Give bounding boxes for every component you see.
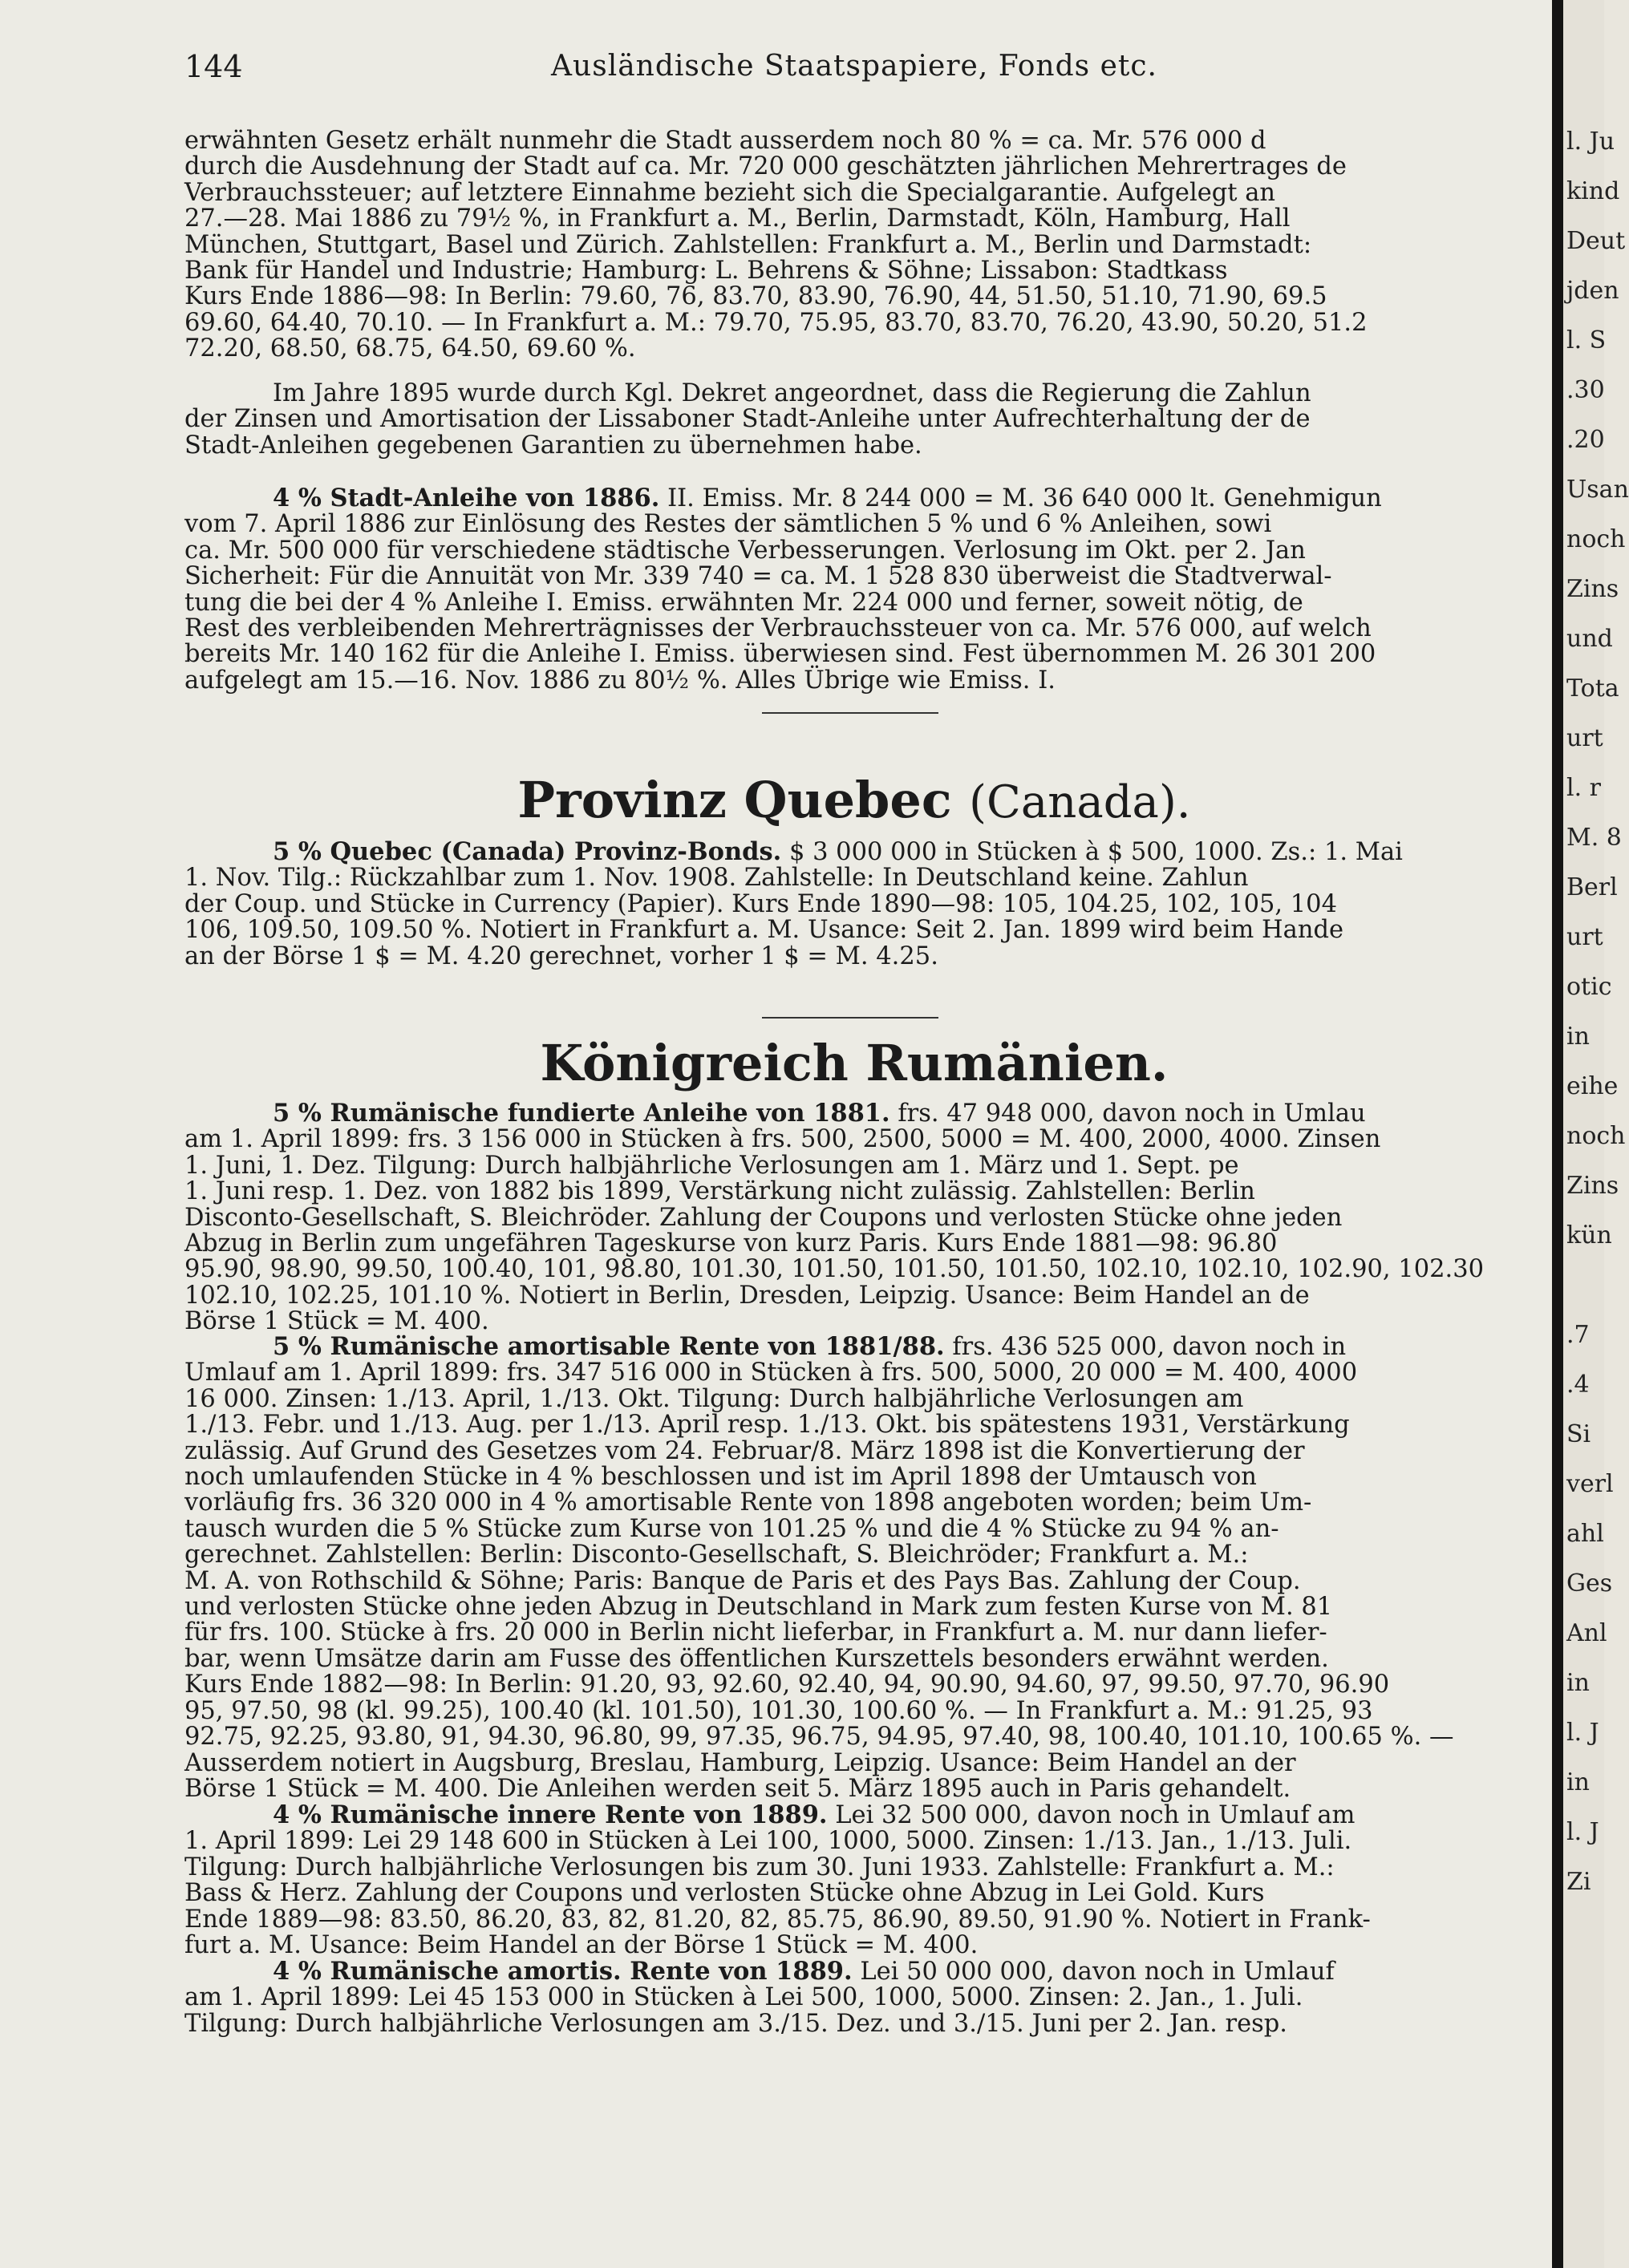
adjacent-page-fragment: .30: [1566, 376, 1605, 404]
line-text: 1. Nov. Tilg.: Rückzahlbar zum 1. Nov. 1908. Zahlstelle: In Deutschland keine. Zahlun: [184, 864, 1249, 893]
text-line: [184, 865, 1524, 891]
text-line: [184, 206, 1524, 232]
text-line: [184, 1620, 1524, 1646]
text-line: [184, 310, 1524, 336]
text-line: [184, 590, 1524, 616]
text-line: [184, 1412, 1524, 1438]
entry-heading: 4 % Rumänische innere Rente von 1889.: [273, 1800, 828, 1829]
line-text: Sicherheit: Für die Annuität von Mr. 339 740 = ca. M. 1 528 830 überweist die Stadtverwal-: [184, 562, 1332, 591]
text-line: [184, 538, 1524, 564]
adjacent-page-fragment: Ges: [1566, 1569, 1613, 1598]
section-divider: [762, 712, 938, 714]
text-line: [184, 839, 1524, 865]
line-text: tausch wurden die 5 % Stücke zum Kurse von 101.25 % und die 4 % Stücke zu 94 % an-: [184, 1514, 1279, 1543]
rumaenische-amortis-1889-entry: [184, 1958, 1524, 2037]
line-text: vom 7. April 1886 zur Einlösung des Restes der sämtlichen 5 % und 6 % Anleihen, sowi: [184, 510, 1272, 539]
adjacent-page-fragment: eihe: [1566, 1072, 1619, 1100]
line-text: 72.20, 68.50, 68.75, 64.50, 69.60 %.: [184, 334, 636, 363]
line-text: Umlauf am 1. April 1899: frs. 347 516 000 in Stücken à frs. 500, 5000, 20 000 = M. 400, 4000: [184, 1359, 1358, 1387]
text-line: [184, 512, 1524, 537]
text-line: [184, 917, 1524, 943]
line-text: Börse 1 Stück = M. 400. Die Anleihen werden seit 5. März 1895 auch in Paris gehandelt.: [184, 1774, 1291, 1803]
text-line: [184, 944, 1524, 970]
adjacent-page-fragment: l. J: [1566, 1818, 1599, 1846]
adjacent-page-fragment: Zins: [1566, 575, 1619, 603]
text-line: [184, 336, 1524, 362]
line-text: Tilgung: Durch halbjährliche Verlosungen am 3./15. Dez. und 3./15. Juni per 2. Jan. resp.: [184, 2009, 1288, 2038]
line-text: 106, 109.50, 109.50 %. Notiert in Frankfurt a. M. Usance: Seit 2. Jan. 1899 wird beim Hande: [184, 916, 1344, 945]
text-line: [184, 1514, 1524, 1543]
adjacent-page-fragment: l. S: [1566, 326, 1607, 354]
adjacent-page-fragment: Zins: [1566, 1172, 1619, 1200]
line-text: M. A. von Rothschild & Söhne; Paris: Banque de Paris et des Pays Bas. Zahlung der Coup.: [184, 1566, 1301, 1595]
section-heading-quebec: [184, 770, 1524, 833]
text-line: [184, 1490, 1524, 1516]
adjacent-page-fragment: kün: [1566, 1221, 1612, 1249]
adjacent-page-fragment: .4: [1566, 1371, 1590, 1399]
decree-1895-paragraph: [184, 381, 1524, 459]
line-text: und verlosten Stücke ohne jeden Abzug in Deutschland in Mark zum festen Kurse von M. 81: [184, 1593, 1333, 1622]
text-line: [184, 1696, 1524, 1725]
line-text: der Zinsen und Amortisation der Lissaboner Stadt-Anleihe unter Aufrechterhaltung der de: [184, 405, 1311, 434]
adjacent-page-fragment: und: [1566, 625, 1613, 653]
text-line: [184, 258, 1524, 284]
adjacent-page-fragment: Deut: [1566, 227, 1626, 255]
line-text: frs. 436 525 000, davon noch in: [944, 1333, 1347, 1361]
adjacent-page-fragment: urt: [1566, 923, 1603, 951]
text-line: [184, 1594, 1524, 1620]
adjacent-page-fragment: verl: [1566, 1470, 1614, 1498]
line-text: zulässig. Auf Grund des Gesetzes vom 24. Februar/8. März 1898 ist die Konvertierung der: [184, 1436, 1305, 1465]
text-line: [184, 1855, 1524, 1881]
adjacent-page-fragment: l. J: [1566, 1719, 1599, 1747]
line-text: furt a. M. Usance: Beim Handel an der Börse 1 Stück = M. 400.: [184, 1931, 979, 1960]
entry-heading: 4 % Rumänische amortis. Rente von 1889.: [273, 1957, 853, 1986]
text-line: [184, 1646, 1524, 1672]
line-text: Kurs Ende 1882—98: In Berlin: 91.20, 93, 92.60, 92.40, 94, 90.90, 94.60, 97, 99.50, 97.70, 96.90: [184, 1671, 1390, 1699]
line-text: Abzug in Berlin zum ungefähren Tageskurse von kurz Paris. Kurs Ende 1881—98: 96.80: [184, 1229, 1278, 1258]
text-line: [184, 1127, 1524, 1152]
text-line: [184, 668, 1524, 694]
adjacent-page-fragment: Anl: [1566, 1619, 1607, 1647]
text-line: [184, 564, 1524, 589]
line-text: ca. Mr. 500 000 für verschiedene städtische Verbesserungen. Verlosung im Okt. per 2. Jan: [184, 536, 1306, 565]
text-line: [184, 1672, 1524, 1698]
line-text: Ausserdem notiert in Augsburg, Breslau, Hamburg, Leipzig. Usance: Beim Handel an der: [184, 1748, 1296, 1777]
line-text: Stadt-Anleihen gegebenen Garantien zu übernehmen habe.: [184, 431, 922, 460]
adjacent-page-fragment: in: [1566, 1768, 1590, 1796]
text-line: [184, 1257, 1524, 1282]
line-text: an der Börse 1 $ = M. 4.20 gerechnet, vorher 1 $ = M. 4.25.: [184, 942, 938, 970]
text-line: [184, 1985, 1524, 2011]
line-text: bereits Mr. 140 162 für die Anleihe I. Emiss. überwiesen sind. Fest übernommen M. 26 301 200: [184, 640, 1376, 669]
rumaenische-amortisable-1881-88-entry: [184, 1334, 1524, 1802]
text-line: [184, 1566, 1524, 1595]
line-text: 1. April 1899: Lei 29 148 600 in Stücken à Lei 100, 1000, 5000. Zinsen: 1./13. Jan., 1./13. Juli.: [184, 1827, 1352, 1856]
text-line: [184, 1205, 1524, 1231]
line-text: 69.60, 64.40, 70.10. — In Frankfurt a. M.: 79.70, 75.95, 83.70, 83.70, 76.20, 43.90, 50.20, 51.2: [184, 308, 1368, 337]
adjacent-page-fragment: Berl: [1566, 873, 1618, 901]
line-text: 95.90, 98.90, 99.50, 100.40, 101, 98.80, 101.30, 101.50, 101.50, 101.50, 102.10, 102.10, 102.90, 102.30: [184, 1255, 1485, 1284]
adjacent-page-fragment: .20: [1566, 426, 1605, 454]
adjacent-page-fragment: Usan: [1566, 476, 1629, 504]
line-text: 1. Juni resp. 1. Dez. von 1882 bis 1899, Verstärkung nicht zulässig. Zahlstellen: Berlin: [184, 1177, 1255, 1206]
text-line: [184, 1748, 1524, 1777]
line-text: II. Emiss. Mr. 8 244 000 = M. 36 640 000 lt. Genehmigun: [659, 484, 1382, 512]
line-text: Verbrauchssteuer; auf letztere Einnahme bezieht sich die Specialgarantie. Aufgelegt an: [184, 178, 1276, 207]
entry-heading: 4 % Stadt-Anleihe von 1886.: [273, 484, 660, 512]
adjacent-page-fragment: in: [1566, 1669, 1590, 1697]
line-text: noch umlaufenden Stücke in 4 % beschlossen und ist im April 1898 der Umtausch von: [184, 1463, 1257, 1492]
adjacent-page-fragment: kind: [1566, 177, 1620, 205]
line-text: Kurs Ende 1886—98: In Berlin: 79.60, 76, 83.70, 83.90, 76.90, 44, 51.50, 51.10, 71.90, 69.5: [184, 282, 1327, 311]
entry-heading: 5 % Rumänische fundierte Anleihe von 1881.: [273, 1099, 890, 1128]
text-line: [184, 433, 1524, 459]
page-header: [184, 47, 1524, 87]
text-line: [184, 2011, 1524, 2037]
text-line: [184, 1179, 1524, 1205]
adjacent-page-fragment: jden: [1566, 277, 1619, 305]
section-title: Königreich Rumänien.: [540, 1034, 1169, 1092]
line-text: 16 000. Zinsen: 1./13. April, 1./13. Okt. Tilgung: Durch halbjährliche Verlosungen am: [184, 1384, 1244, 1413]
line-text: Lei 32 500 000, davon noch in Umlauf am: [827, 1801, 1355, 1829]
section-divider: [762, 1017, 938, 1019]
text-line: [184, 128, 1524, 154]
text-line: [184, 1360, 1524, 1386]
text-line: [184, 1933, 1524, 1958]
line-text: 1. Juni, 1. Dez. Tilgung: Durch halbjährliche Verlosungen am 1. März und 1. Sept. pe: [184, 1151, 1239, 1180]
text-line: [184, 1231, 1524, 1257]
text-line: [184, 1829, 1524, 1854]
adjacent-page-fragment: .7: [1566, 1321, 1590, 1349]
adjacent-page-fragment: noch: [1566, 1122, 1626, 1150]
text-line: [184, 1153, 1524, 1179]
text-line: [184, 1724, 1524, 1750]
adjacent-page-edge: [1563, 0, 1629, 2268]
page-number: 144: [184, 49, 243, 84]
section-subtitle: (Canada).: [969, 776, 1191, 828]
text-line: [184, 1907, 1524, 1933]
running-title: Ausländische Staatspapiere, Fonds etc.: [551, 50, 1157, 83]
line-text: Disconto-Gesellschaft, S. Bleichröder. Zahlung der Coupons und verlosten Stücke ohne jeden: [184, 1203, 1343, 1232]
adjacent-page-fragment: urt: [1566, 724, 1603, 752]
adjacent-page-fragment: Tota: [1566, 674, 1619, 703]
text-line: [184, 1881, 1524, 1906]
entry-heading: 5 % Rumänische amortisable Rente von 1881/88.: [273, 1332, 945, 1361]
line-text: 1./13. Febr. und 1./13. Aug. per 1./13. April resp. 1./13. Okt. bis spätestens 1931, Verstärkung: [184, 1411, 1350, 1440]
rumaenische-innere-1889-entry: [184, 1802, 1524, 1958]
line-text: für frs. 100. Stücke à frs. 20 000 in Berlin nicht lieferbar, in Frankfurt a. M. nur dann liefer-: [184, 1618, 1327, 1647]
line-text: Börse 1 Stück = M. 400.: [184, 1307, 489, 1336]
line-text: Rest des verbleibenden Mehrerträgnisses der Verbrauchssteuer von ca. Mr. 576 000, auf welch: [184, 614, 1372, 643]
text-line: [184, 1958, 1524, 1985]
text-line: [184, 1384, 1524, 1413]
adjacent-page-fragment: ahl: [1566, 1520, 1604, 1548]
line-text: durch die Ausdehnung der Stadt auf ca. Mr. 720 000 geschätzten jährlichen Mehrertrages de: [184, 152, 1347, 181]
line-text: München, Stuttgart, Basel und Zürich. Zahlstellen: Frankfurt a. M., Berlin und Darmstadt:: [184, 230, 1312, 259]
adjacent-page-fragment: l. Ju: [1566, 128, 1615, 156]
line-text: am 1. April 1899: frs. 3 156 000 in Stücken à frs. 500, 2500, 5000 = M. 400, 2000, 4000. Zinsen: [184, 1125, 1381, 1154]
adjacent-page-fragment: Zi: [1566, 1868, 1591, 1896]
text-line: [184, 1334, 1524, 1360]
line-text: vorläufig frs. 36 320 000 in 4 % amortisable Rente von 1898 angeboten worden; beim Um-: [184, 1488, 1312, 1517]
text-line: [184, 642, 1524, 667]
line-text: tung die bei der 4 % Anleihe I. Emiss. erwähnten Mr. 224 000 und ferner, soweit nötig, de: [184, 588, 1303, 617]
lisbon-continuation-paragraph: [184, 128, 1524, 362]
text-line: [184, 1776, 1524, 1802]
line-text: 27.—28. Mai 1886 zu 79½ %, in Frankfurt a. M., Berlin, Darmstadt, Köln, Hamburg, Hall: [184, 205, 1291, 233]
line-text: Bass & Herz. Zahlung der Coupons und verlosten Stücke ohne Abzug in Lei Gold. Kurs: [184, 1879, 1265, 1908]
text-line: [184, 1309, 1524, 1334]
text-line: [184, 1436, 1524, 1465]
adjacent-page-fragment: otic: [1566, 973, 1612, 1001]
text-line: [184, 1283, 1524, 1309]
text-line: [184, 407, 1524, 432]
line-text: am 1. April 1899: Lei 45 153 000 in Stücken à Lei 500, 1000, 5000. Zinsen: 2. Jan., 1. Juli.: [184, 1983, 1303, 2012]
entry-heading: 5 % Quebec (Canada) Provinz-Bonds.: [273, 837, 782, 866]
adjacent-page-fragment: in: [1566, 1023, 1590, 1051]
line-text: Lei 50 000 000, davon noch in Umlauf: [852, 1958, 1335, 1986]
text-line: [184, 485, 1524, 512]
line-text: Tilgung: Durch halbjährliche Verlosungen bis zum 30. Juni 1933. Zahlstelle: Frankfurt a. M.:: [184, 1853, 1335, 1881]
text-line: [184, 230, 1524, 259]
stadt-anleihe-1886-entry: [184, 485, 1524, 694]
line-text: frs. 47 948 000, davon noch in Umlau: [889, 1100, 1366, 1128]
line-text: erwähnten Gesetz erhält nunmehr die Stadt ausserdem noch 80 % = ca. Mr. 576 000 d: [184, 127, 1266, 155]
text-line: [184, 616, 1524, 642]
text-line: [184, 1464, 1524, 1490]
section-title: Provinz Quebec: [517, 771, 952, 829]
text-line: [184, 284, 1524, 310]
adjacent-page-fragment: noch: [1566, 525, 1626, 553]
line-text: 95, 97.50, 98 (kl. 99.25), 100.40 (kl. 101.50), 101.30, 100.60 %. — In Frankfurt a. M.: 91.25, 93: [184, 1696, 1373, 1725]
text-line: [184, 180, 1524, 206]
line-text: der Coup. und Stücke in Currency (Papier). Kurs Ende 1890—98: 105, 104.25, 102, 105, 104: [184, 889, 1337, 918]
adjacent-page-fragment: Si: [1566, 1420, 1591, 1448]
line-text: Im Jahre 1895 wurde durch Kgl. Dekret angeordnet, dass die Regierung die Zahlun: [273, 379, 1311, 407]
text-line: [184, 381, 1524, 407]
line-text: aufgelegt am 15.—16. Nov. 1886 zu 80½ %. Alles Übrige wie Emiss. I.: [184, 666, 1056, 695]
adjacent-page-fragment: M. 8: [1566, 824, 1622, 852]
text-line: [184, 154, 1524, 180]
text-line: [184, 889, 1524, 918]
line-text: Bank für Handel und Industrie; Hamburg: L. Behrens & Söhne; Lissabon: Stadtkass: [184, 257, 1228, 286]
rumaenische-fundierte-1881-entry: [184, 1100, 1524, 1335]
text-line: [184, 1100, 1524, 1127]
line-text: 92.75, 92.25, 93.80, 91, 94.30, 96.80, 99, 97.35, 96.75, 94.95, 97.40, 98, 100.40, 101.10, 100.65 %. —: [184, 1723, 1454, 1752]
text-line: [184, 1542, 1524, 1568]
line-text: $ 3 000 000 in Stücken à $ 500, 1000. Zs.: 1. Mai: [781, 838, 1403, 866]
adjacent-page-fragment: l. r: [1566, 774, 1602, 802]
line-text: gerechnet. Zahlstellen: Berlin: Disconto-Gesellschaft, S. Bleichröder; Frankfurt a. M.:: [184, 1541, 1249, 1569]
text-line: [184, 1802, 1524, 1829]
line-text: bar, wenn Umsätze darin am Fusse des öffentlichen Kurszettels besonders erwähnt werden.: [184, 1644, 1329, 1673]
book-gutter: [1552, 0, 1563, 2268]
line-text: 102.10, 102.25, 101.10 %. Notiert in Berlin, Dresden, Leipzig. Usance: Beim Handel an de: [184, 1281, 1310, 1310]
quebec-bonds-entry: [184, 839, 1524, 970]
line-text: Ende 1889—98: 83.50, 86.20, 83, 82, 81.20, 82, 85.75, 86.90, 89.50, 91.90 %. Notiert in Frank-: [184, 1905, 1371, 1934]
section-heading-romania: [184, 1033, 1524, 1094]
